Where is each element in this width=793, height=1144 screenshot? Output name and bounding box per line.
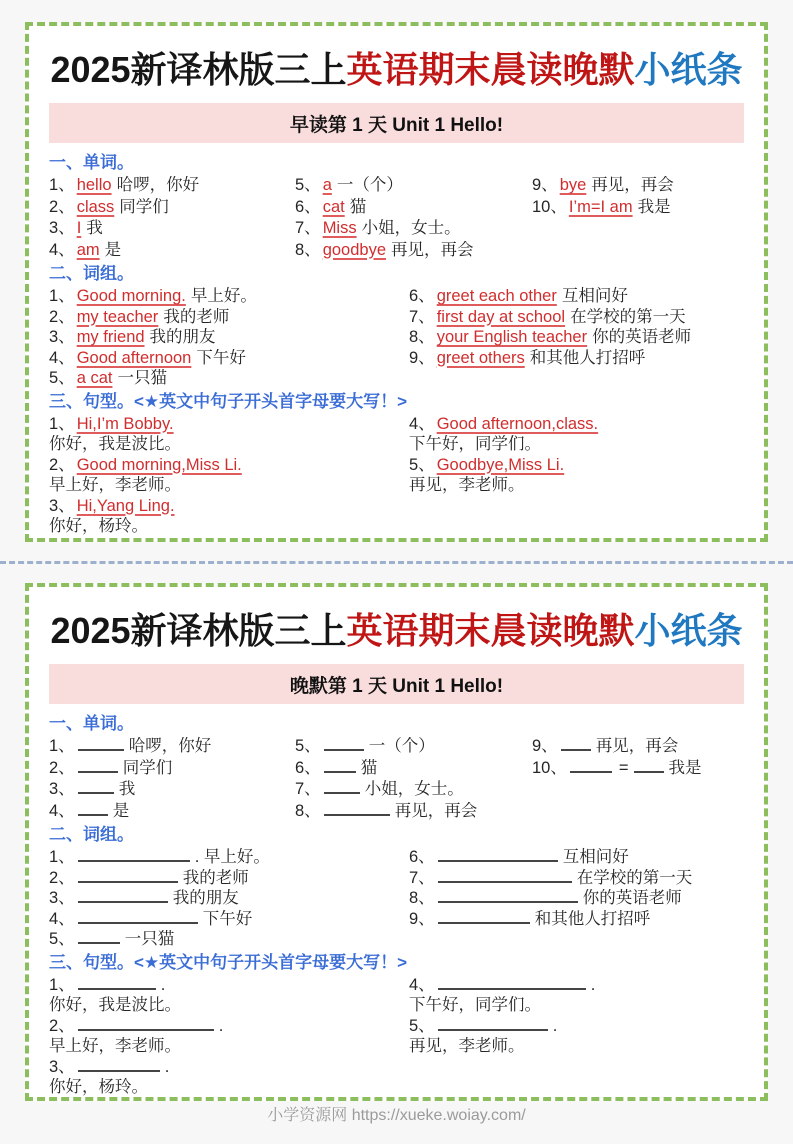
english-sentence: Hi,Yang Ling. [76, 496, 175, 515]
phrase-item: 1、 . 早上好。 [49, 848, 270, 866]
english-word: cat [322, 197, 345, 216]
word-item: 7、 Miss 小姐，女士。 [295, 219, 461, 237]
word-item: 4、 am 是 [49, 240, 122, 259]
word-item: 5、 a 一（个） [295, 176, 403, 194]
blank-line [78, 1057, 160, 1072]
blank-line [78, 847, 190, 862]
phrase-item: 6、 互相问好 [409, 848, 629, 866]
title-part-red: 英语期末晨读晚默 [346, 49, 635, 90]
sentence-translation: 下午好，同学们。 [409, 996, 541, 1014]
sentence-translation: 再见，李老师。 [409, 1037, 525, 1055]
english-word: Miss [322, 219, 357, 237]
phrase-item: 2、 my teacher 我的老师 [49, 307, 230, 326]
evening-phrases-list [49, 847, 744, 950]
word-item: 5、 一（个） [295, 737, 435, 755]
title-part-blue: 小纸条 [634, 49, 743, 90]
word-item: 10、 = 我是 [532, 758, 702, 777]
evening-words-list [49, 736, 744, 822]
sentence-item: 4、 Good afternoon,class. 下午好，同学们。 [409, 414, 744, 455]
title-part-red: 英语期末晨读晚默 [346, 610, 635, 651]
phrase-item: 6、 greet each other 互相问好 [409, 287, 628, 305]
equals-sign: = [618, 758, 629, 777]
blank-line [78, 758, 118, 773]
english-phrase: Good morning. [76, 287, 186, 305]
english-sentence: Hi,I’m Bobby. [76, 414, 174, 433]
word-item: 1、 hello 哈啰，你好 [49, 176, 200, 194]
period: . [164, 1057, 170, 1076]
blank-line [634, 758, 664, 773]
english-word: class [76, 197, 115, 216]
period: . [218, 1016, 224, 1035]
phrase-item: 8、 your English teacher 你的英语老师 [409, 328, 692, 346]
evening-phrases-heading: 二、词组。 [49, 825, 134, 844]
phrase-item: 9、 和其他人打招呼 [409, 909, 651, 928]
morning-banner: 早读第 1 天 Unit 1 Hello! [49, 103, 744, 143]
word-item: 7、 小姐，女士。 [295, 780, 464, 798]
english-phrase: greet others [436, 348, 525, 367]
word-item: 4、 是 [49, 801, 130, 820]
english-phrase: greet each other [436, 287, 557, 305]
sentence-translation: 你好，我是波比。 [49, 435, 181, 453]
sentence-item: 5、 Goodbye,Miss Li. 再见，李老师。 [409, 455, 744, 496]
english-word: a [322, 176, 332, 194]
blank-line [438, 909, 530, 924]
blank-line [78, 909, 198, 924]
title-part-black: 2025新译林版三上 [50, 49, 347, 90]
phrase-item: 5、 一只猫 [49, 930, 175, 948]
period: . [590, 975, 596, 994]
sentence-translation: 你好，我是波比。 [49, 996, 181, 1014]
word-item: 8、 再见，再会 [295, 801, 478, 820]
english-phrase: my friend [76, 328, 145, 346]
sentence-item: 3、 . 你好，杨玲。 [49, 1057, 409, 1098]
blank-line [78, 868, 178, 883]
word-item: 3、 I 我 [49, 219, 103, 237]
evening-sentences-heading: 三、句型。<★英文中句子开头首字母要大写！> [49, 952, 408, 972]
sentence-item: 3、 Hi,Yang Ling. 你好，杨玲。 [49, 496, 409, 537]
english-sentence: Goodbye,Miss Li. [436, 455, 565, 474]
morning-phrases-list [49, 286, 744, 389]
english-phrase: my teacher [76, 307, 159, 326]
blank-line [438, 975, 586, 990]
english-phrase: a cat [76, 369, 113, 387]
phrase-item: 9、 greet others 和其他人打招呼 [409, 348, 646, 367]
english-word: hello [76, 176, 112, 194]
english-sentence: Good afternoon,class. [436, 414, 599, 433]
english-word: am [76, 240, 100, 259]
english-word: bye [559, 176, 587, 194]
blank-line [324, 736, 364, 751]
blank-line [78, 929, 120, 944]
cut-line-divider [0, 561, 793, 564]
sentence-translation: 你好，杨玲。 [49, 1078, 148, 1096]
blank-line [78, 888, 168, 903]
blank-line [561, 736, 591, 751]
blank-line [324, 758, 356, 773]
sentence-translation: 早上好，李老师。 [49, 1037, 181, 1055]
phrase-item: 3、 我的朋友 [49, 889, 239, 907]
morning-reading-panel [25, 22, 768, 542]
english-sentence: Good morning,Miss Li. [76, 455, 242, 474]
period: . [160, 975, 166, 994]
word-item: 3、 我 [49, 780, 136, 798]
evening-banner: 晚默第 1 天 Unit 1 Hello! [49, 664, 744, 704]
blank-line [78, 779, 114, 794]
blank-line [78, 975, 156, 990]
sentence-item: 1、 . 你好，我是波比。 [49, 975, 409, 1016]
phrase-item: 8、 你的英语老师 [409, 889, 682, 907]
evening-sentences-list [49, 975, 744, 1098]
morning-words-heading: 一、单词。 [49, 153, 134, 172]
word-item: 9、 再见，再会 [532, 737, 679, 755]
english-phrase: Good afternoon [76, 348, 192, 367]
blank-line [570, 758, 612, 773]
sentence-translation: 早上好，李老师。 [49, 476, 181, 494]
blank-line [438, 847, 558, 862]
blank-line [324, 801, 390, 816]
sheet-title [49, 603, 744, 654]
phrase-item: 1、 Good morning. 早上好。 [49, 287, 257, 305]
phrase-item: 3、 my friend 我的朋友 [49, 328, 216, 346]
word-item: 9、 bye 再见，再会 [532, 176, 674, 194]
morning-words-list [49, 175, 744, 261]
sentence-translation: 再见，李老师。 [409, 476, 525, 494]
sentence-item: 5、 . 再见，李老师。 [409, 1016, 744, 1057]
phrase-item: 4、 下午好 [49, 909, 253, 928]
sentence-item: 1、 Hi,I’m Bobby. 你好，我是波比。 [49, 414, 409, 455]
sentence-translation: 下午好，同学们。 [409, 435, 541, 453]
word-item: 10、 I’m=I am 我是 [532, 197, 671, 216]
phrase-item: 7、 first day at school 在学校的第一天 [409, 307, 686, 326]
blank-line [438, 868, 572, 883]
english-word: goodbye [322, 240, 386, 259]
source-website-text: 小学资源网 https://xueke.woiay.com/ [267, 1106, 526, 1124]
blank-line [438, 1016, 548, 1031]
title-part-blue: 小纸条 [634, 610, 743, 651]
word-item: 2、 同学们 [49, 758, 173, 777]
word-item: 8、 goodbye 再见，再会 [295, 240, 474, 259]
capitalization-note: <★英文中句子开头首字母要大写！> [134, 391, 408, 411]
sentence-item: 2、 Good morning,Miss Li. 早上好，李老师。 [49, 455, 409, 496]
morning-sentences-list [49, 414, 744, 537]
sheet-title [49, 42, 744, 93]
blank-line [78, 1016, 214, 1031]
word-item: 6、 猫 [295, 758, 378, 777]
sentence-item: 2、 . 早上好，李老师。 [49, 1016, 409, 1057]
word-item: 1、 哈啰，你好 [49, 737, 212, 755]
english-phrase: first day at school [436, 307, 566, 326]
blank-line [78, 736, 124, 751]
evening-words-heading: 一、单词。 [49, 714, 134, 733]
sentence-item: 4、 . 下午好，同学们。 [409, 975, 744, 1016]
phrase-item: 7、 在学校的第一天 [409, 868, 693, 887]
period: . [552, 1016, 558, 1035]
english-word: I [76, 219, 82, 237]
title-part-black: 2025新译林版三上 [50, 610, 347, 651]
english-word: I’m=I am [568, 197, 633, 216]
sentence-translation: 你好，杨玲。 [49, 517, 148, 535]
blank-line [438, 888, 578, 903]
blank-line [324, 779, 360, 794]
phrase-item: 4、 Good afternoon 下午好 [49, 348, 246, 367]
blank-line [78, 801, 108, 816]
capitalization-note: <★英文中句子开头首字母要大写！> [134, 952, 408, 972]
phrase-item: 2、 我的老师 [49, 868, 249, 887]
phrase-item: 5、 a cat 一只猫 [49, 369, 167, 387]
word-item: 2、 class 同学们 [49, 197, 169, 216]
evening-dictation-panel [25, 583, 768, 1124]
morning-phrases-heading: 二、词组。 [49, 264, 134, 283]
english-phrase: your English teacher [436, 328, 588, 346]
word-item: 6、 cat 猫 [295, 197, 367, 216]
morning-sentences-heading: 三、句型。<★英文中句子开头首字母要大写！> [49, 391, 408, 411]
